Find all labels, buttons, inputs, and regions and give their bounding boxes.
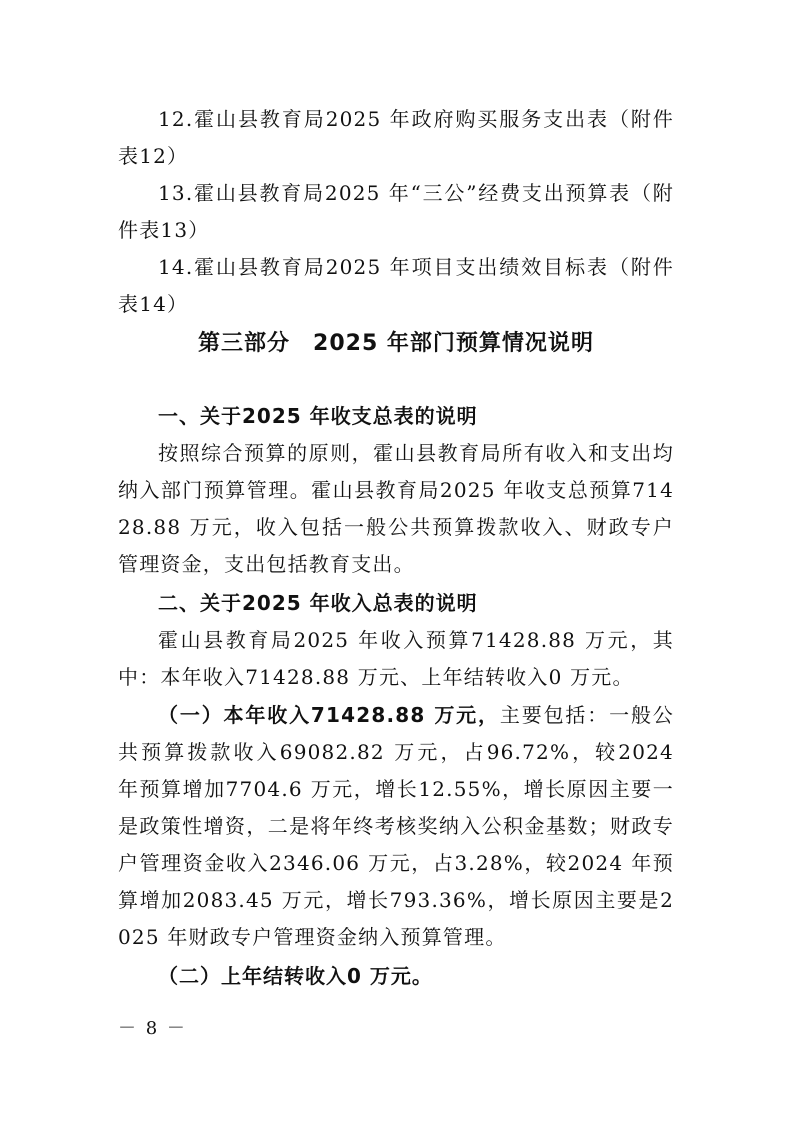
carryover-heading: （二）上年结转收入0 万元。	[158, 964, 433, 988]
section-paragraph-2: 霍山县教育局2025 年收入预算71428.88 万元，其中：本年收入71428.88 万元、上年结转收入0 万元。	[118, 628, 674, 689]
section-heading-1: 一、关于2025 年收支总表的说明	[158, 404, 478, 428]
section-heading-2: 二、关于2025 年收入总表的说明	[158, 591, 478, 615]
list-item-13: 13.霍山县教育局2025 年“三公”经费支出预算表（附件表13）	[118, 181, 674, 242]
income-detail-text: 主要包括：一般公共预算拨款收入69082.82 万元，占96.72%，较2024 年预算增加7704.6 万元，增长12.55%，增长原因主要一是政策性增资，二是将年终考核奖纳入公积金基数；财政专户管理资金收入2346.06 万元，占3.28%，较2024 年预算增加2083.45 万元，增长793.36%，增长原因主要是2025 年财政专户管理资金纳入预算管理。	[118, 703, 674, 949]
income-detail-paragraph	[118, 697, 674, 956]
income-detail-lead: （一）本年收入71428.88 万元，	[158, 703, 500, 727]
section-title: 第三部分 2025 年部门预算情况说明	[198, 331, 594, 356]
list-item-12: 12.霍山县教育局2025 年政府购买服务支出表（附件表12）	[118, 107, 674, 168]
list-item-14: 14.霍山县教育局2025 年项目支出绩效目标表（附件表14）	[118, 255, 674, 316]
section-paragraph-1: 按照综合预算的原则，霍山县教育局所有收入和支出均纳入部门预算管理。霍山县教育局2025 年收支总预算71428.88 万元，收入包括一般公共预算拨款收入、财政专户管理资金，支出包括教育支出。	[118, 441, 674, 576]
page-number: － 8 －	[118, 1018, 187, 1039]
